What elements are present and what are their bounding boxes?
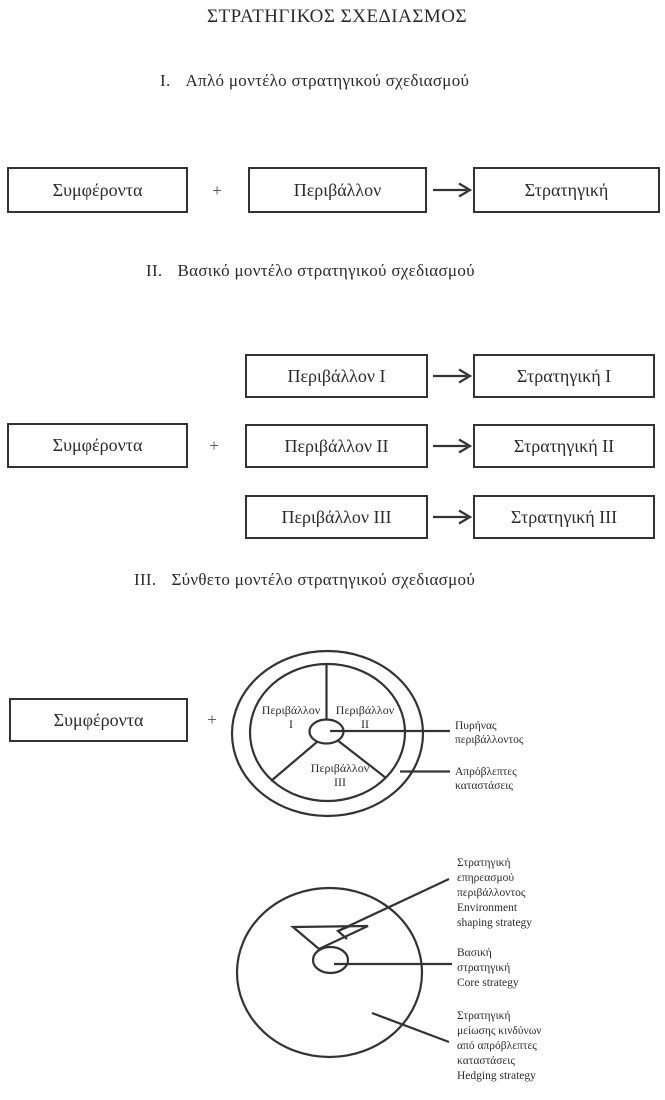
model2-interests-box: Συμφέροντα	[7, 423, 188, 468]
shaping-label-line1: Στρατηγική	[457, 857, 511, 869]
wheel-sector1-label	[251, 703, 331, 731]
core-environment-label-line1: Πυρήνας	[455, 720, 497, 732]
model3-heading	[134, 570, 475, 590]
shaping-label-line5: shaping strategy	[457, 917, 533, 929]
model2-heading	[146, 261, 475, 281]
model2-strategy1-box: Στρατηγική I	[473, 354, 655, 398]
environment-wheel	[232, 651, 450, 816]
unforeseen-situations-label	[455, 765, 517, 793]
model1-arrow-icon	[433, 184, 470, 197]
wheel-sector2-line2: II	[361, 717, 369, 731]
model2-environment1-box: Περιβάλλον I	[245, 354, 428, 398]
wheel-sector2-label	[325, 703, 405, 731]
model1-interests-box: Συμφέροντα	[7, 167, 188, 213]
model1-heading	[160, 71, 469, 91]
hedging-pointer-line	[372, 1013, 449, 1042]
shaping-label-line2: επηρεασμού	[457, 872, 515, 884]
model2-arrow-3-icon	[433, 511, 470, 524]
wheel-sector2-line1: Περιβάλλον	[335, 703, 395, 717]
wheel-sector1-line1: Περιβάλλον	[261, 703, 321, 717]
model2-environment3-box: Περιβάλλον III	[245, 495, 428, 539]
model3-interests-box: Συμφέροντα	[9, 698, 188, 742]
core-environment-label	[455, 719, 523, 747]
core-strategy-label-line1: Βασική	[457, 947, 492, 959]
core-strategy-label-line2: στρατηγική	[457, 962, 511, 974]
hedging-label-line3: από απρόβλεπτες	[457, 1040, 537, 1052]
model2-strategy2-box: Στρατηγική II	[473, 424, 655, 468]
model2-arrow-1-icon	[433, 370, 470, 383]
environment-shaping-strategy-label	[457, 856, 532, 931]
model3-heading-number: III.	[134, 570, 157, 589]
wheel-sector3-label	[300, 761, 380, 789]
wheel-sector3-line2: III	[334, 775, 346, 789]
wheel-outer-circle	[232, 651, 423, 816]
unforeseen-situations-label-line2: καταστάσεις	[455, 780, 513, 792]
core-strategy-label-line3: Core strategy	[457, 977, 519, 989]
model2-heading-text: Βασικό μοντέλο στρατηγικού σχεδιασμού	[177, 261, 475, 280]
page-title: ΣΤΡΑΤΗΓΙΚΟΣ ΣΧΕΔΙΑΣΜΟΣ	[206, 6, 468, 27]
unforeseen-situations-label-line1: Απρόβλεπτες	[455, 766, 517, 778]
hedging-label-line2: μείωσης κινδύνων	[457, 1025, 542, 1037]
wheel-sector1-line2: I	[289, 717, 293, 731]
model3-heading-text: Σύνθετο μοντέλο στρατηγικού σχεδιασμού	[171, 570, 476, 589]
model2-arrow-2-icon	[433, 440, 470, 453]
model1-heading-number: I.	[160, 71, 171, 90]
wheel-sector3-line1: Περιβάλλον	[310, 761, 370, 775]
model1-plus-sign: +	[212, 181, 222, 200]
hedging-strategy-label	[457, 1009, 541, 1084]
model2-strategy3-box: Στρατηγική III	[473, 495, 655, 539]
model2-plus-sign: +	[209, 436, 219, 455]
model1-heading-text: Απλό μοντέλο στρατηγικού σχεδιασμού	[185, 71, 470, 90]
hedging-label-line1: Στρατηγική	[457, 1010, 511, 1022]
hedging-label-line4: καταστάσεις	[457, 1055, 515, 1067]
shaping-label-line3: περιβάλλοντος	[457, 887, 526, 899]
hedging-label-line5: Hedging strategy	[457, 1070, 536, 1082]
core-strategy-ellipse	[313, 947, 348, 973]
model1-strategy-box: Στρατηγική	[473, 167, 660, 213]
shaping-label-line4: Environment	[457, 902, 518, 914]
strategy-outer-circle	[237, 888, 422, 1057]
shaping-triangle	[293, 926, 368, 949]
core-strategy-label	[457, 946, 519, 991]
model2-environment2-box: Περιβάλλον II	[245, 424, 428, 468]
model2-heading-number: II.	[146, 261, 163, 280]
model1-environment-box: Περιβάλλον	[248, 167, 427, 213]
model3-plus-sign: +	[207, 710, 217, 729]
shaping-pointer-arrow-icon	[338, 879, 449, 939]
core-environment-label-line2: περιβάλλοντος	[455, 734, 524, 746]
strategy-circle	[237, 879, 452, 1057]
